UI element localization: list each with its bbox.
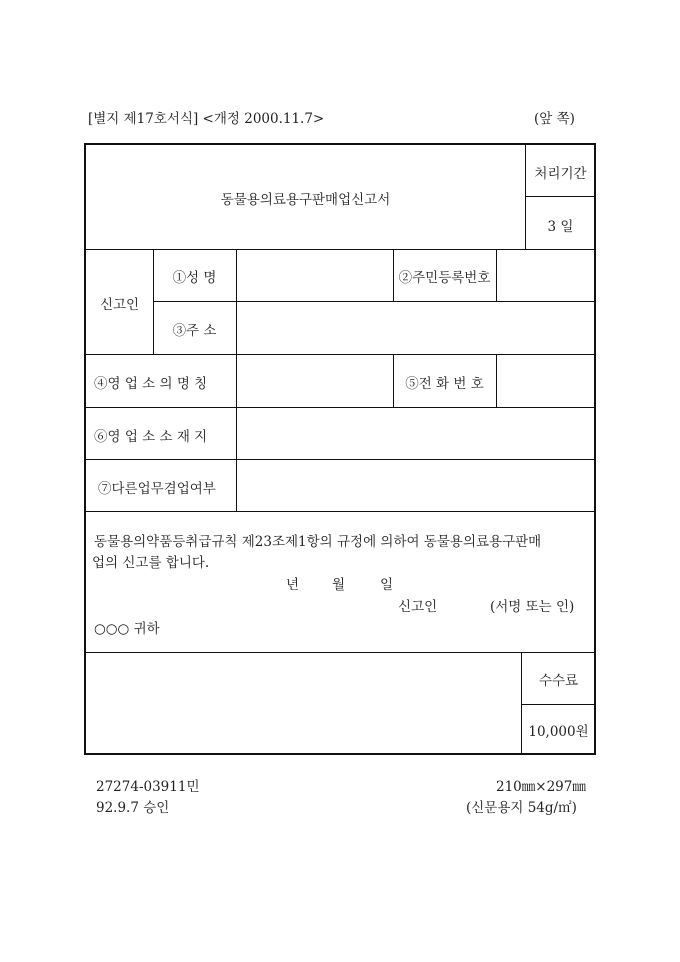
date-day-label: 일 (380, 577, 394, 593)
resident-no-field[interactable] (498, 251, 594, 299)
address-label: ③주 소 (172, 323, 217, 339)
report-form (84, 143, 596, 755)
divider (86, 459, 596, 460)
phone-field[interactable] (498, 356, 594, 405)
name-label: ①성 명 (172, 270, 217, 286)
applicant-label: 신고인 (99, 297, 140, 313)
processing-period-label: 처리기간 (534, 166, 587, 182)
divider (496, 249, 497, 301)
statement-line-1: 동물용의약품등취급규칙 제23조제1항의 규정에 의하여 동물용의료용구판매 (94, 534, 542, 550)
page-side: (앞 쪽) (534, 111, 575, 127)
divider (86, 249, 596, 250)
date-month-label: 월 (332, 577, 346, 593)
divider (86, 354, 596, 355)
name-field[interactable] (238, 251, 391, 299)
date-year-label: 년 (286, 577, 300, 593)
other-business-field[interactable] (238, 461, 594, 509)
divider (236, 249, 237, 511)
approval-date: 92.9.7 승인 (96, 800, 170, 816)
phone-label: ⑤전 화 번 호 (405, 376, 484, 392)
divider (86, 511, 596, 512)
divider (86, 652, 596, 653)
divider (496, 354, 497, 407)
signer-label: 신고인 (398, 599, 438, 615)
business-location-label: ⑥영 업 소 소 재 지 (94, 429, 208, 445)
form-number: [별지 제17호서식] <개정 2000.11.7> (88, 111, 325, 127)
business-name-field[interactable] (238, 356, 391, 405)
signature-note: (서명 또는 인) (490, 599, 575, 615)
paper-type: (신문용지 54g/㎡) (466, 800, 577, 816)
fee-label: 수수료 (538, 673, 579, 689)
business-location-field[interactable] (238, 409, 594, 457)
form-code: 27274-03911민 (96, 779, 200, 795)
paper-size: 210㎜×297㎜ (496, 779, 586, 795)
divider (525, 196, 596, 197)
address-field[interactable] (238, 303, 594, 352)
divider (521, 704, 596, 705)
divider (86, 407, 596, 408)
statement-line-2: 업의 신고를 합니다. (92, 555, 210, 571)
fee-value: 10,000원 (528, 724, 589, 740)
processing-period-value: 3 일 (547, 219, 574, 235)
business-name-label: ④영 업 소 의 명 칭 (94, 376, 208, 392)
form-title: 동물용의료용구판매업신고서 (220, 192, 391, 208)
divider (153, 301, 596, 302)
addressee: ○○○ 귀하 (94, 621, 160, 637)
other-business-label: ⑦다른업무겸업여부 (98, 481, 216, 497)
resident-no-label: ②주민등록번호 (398, 270, 491, 286)
